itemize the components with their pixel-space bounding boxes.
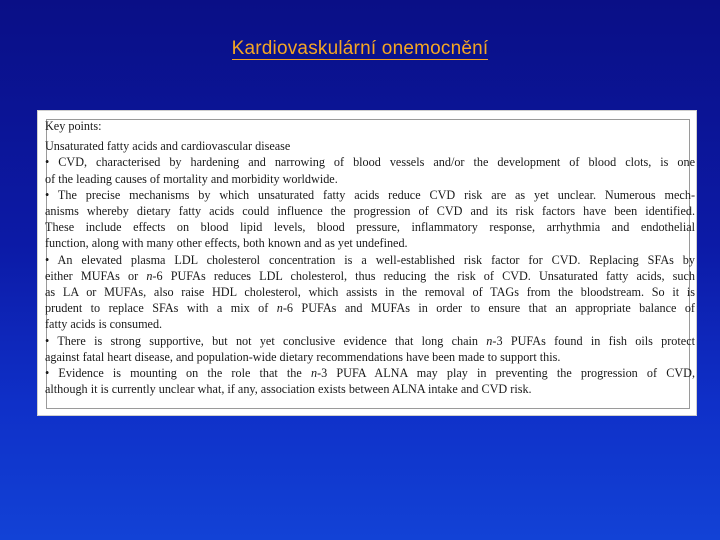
line-text: An elevated plasma LDL cholesterol concentration is a well-established risk factor for CVD. Replacing SFAs by [49,252,695,267]
line-text: CVD, characterised by hardening and narrowing of blood vessels and/or the development of blood clots, is one [49,155,695,170]
key-point [45,154,695,186]
line-text: against fatal heart disease, and population-wide dietary recommendations have been made to support this. [45,349,561,364]
line-text: of the leading causes of mortality and morbidity worldwide. [45,171,338,186]
line-text-continued: -3 PUFAs found in fish oils protect [492,333,695,348]
key-point [45,187,695,252]
italic-variable: n [276,301,283,316]
line-text: These include effects on blood lipid levels, blood pressure, inflammatory response, arrhythmia and endothelial [45,220,695,235]
italic-variable: n [310,366,318,381]
line-text: anisms whereby dietary fatty acids could influence the progression of CVD and its risk factors have been identified. [45,204,695,219]
line-text: prudent to replace SFAs with a mix of [45,301,277,316]
key-point-line [45,365,695,381]
italic-variable: n [486,333,493,348]
key-point-line [45,187,695,203]
line-text: fatty acids is consumed. [45,317,163,332]
key-point-line [45,316,695,332]
key-point-line [45,300,695,316]
section-subheading: Unsaturated fatty acids and cardiovascular disease [45,139,291,154]
line-text-continued: -6 PUFAs and MUFAs in order to ensure that an appropriate balance of [282,301,695,316]
key-point [45,252,695,333]
line-text: There is strong supportive, but not yet conclusive evidence that long chain [49,333,487,348]
key-point-line [45,171,695,187]
key-point-line [45,349,695,365]
key-point [45,333,695,365]
excerpt-content [45,118,695,397]
key-point-line [45,268,695,284]
key-point-line [45,154,695,170]
line-text: although it is currently unclear what, if any, association exists between ALNA intake and CVD risk. [45,382,532,397]
line-text: as LA or MUFAs, also raise HDL cholesterol, which assists in the removal of TAGs from the bloodstream. So it is [45,285,695,300]
key-point-line [45,333,695,349]
key-point-line [45,219,695,235]
italic-variable: n [146,268,153,283]
line-text: The precise mechanisms by which unsaturated fatty acids reduce CVD risk are as yet unclear. Numerous mech- [49,187,695,202]
bullet-marker: • [45,366,50,381]
slide-title-text: Kardiovaskulární onemocnění [231,38,489,59]
key-points-list [45,154,695,397]
bullet-marker: • [45,252,50,267]
line-text-continued: -3 PUFA ALNA may play in preventing the progression of CVD, [317,366,695,381]
bullet-marker: • [45,187,50,202]
key-point-line [45,252,695,268]
bullet-marker: • [45,155,50,170]
key-point-line [45,203,695,219]
line-text: function, along with many other effects, both known and as yet undefined. [45,236,408,251]
slide-title [0,38,720,60]
line-text: either MUFAs or [45,268,147,283]
bullet-marker: • [45,333,50,348]
key-point-line [45,235,695,251]
key-point-line [45,381,695,397]
key-point-line [45,284,695,300]
line-text: Evidence is mounting on the role that the [49,366,311,381]
key-point [45,365,695,397]
key-points-heading: Key points: [45,119,102,133]
line-text-continued: -6 PUFAs reduces LDL cholesterol, thus reducing the risk of CVD. Unsaturated fatty acids, such [152,268,695,283]
